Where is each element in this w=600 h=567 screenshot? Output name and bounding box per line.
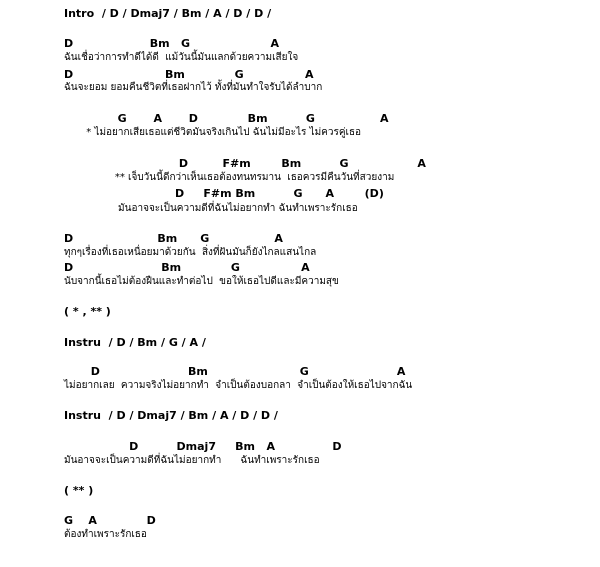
- intro-line: Intro / D / Dmaj7 / Bm / A / D / D /: [64, 7, 272, 20]
- chord-line: G A D: [64, 514, 156, 527]
- chord-line: D Bm G A: [64, 37, 280, 50]
- lyric-line: ไม่อยากเลย ความจริงไม่อยากทำ จำเป็นต้องบอกลา จำเป็นต้องให้เธอไปจากฉัน: [64, 380, 413, 391]
- chord-line: D Bm G A: [64, 365, 406, 378]
- lyric-line: ฉันจะยอม ยอมคืนชีวิตที่เธอฝากไว้ ทั้งที่มันทำใจรับได้ลำบาก: [64, 82, 323, 93]
- chord-line: D Dmaj7 Bm A D: [64, 440, 342, 453]
- lyric-line: * ไม่อยากเสียเธอแต่ชีวิตมันจริงเกินไป ฉันไม่มีอะไร ไม่ควรคู่เธอ: [64, 127, 362, 138]
- chord-line: D Bm G A: [64, 68, 314, 81]
- repeat-marker: ( * , ** ): [64, 305, 111, 318]
- lyric-line: มันอาจจะเป็นความดีที่ฉันไม่อยากทำ ฉันทำเพราะรักเธอ: [64, 203, 358, 214]
- instru-line: Instru / D / Dmaj7 / Bm / A / D / D /: [64, 409, 278, 422]
- repeat-marker: ( ** ): [64, 484, 94, 497]
- instru-line: Instru / D / Bm / G / A /: [64, 336, 206, 349]
- lyric-line: นับจากนี้เธอไม่ต้องฝืนและทำต่อไป ขอให้เธอไปดีและมีความสุข: [64, 276, 339, 287]
- lyric-line: ** เจ็บวันนี้ดีกว่าเห็นเธอต้องทนทรมาน เธอควรมีคืนวันที่สวยงาม: [64, 172, 395, 183]
- chord-line: D F#m Bm G A: [64, 157, 426, 170]
- chord-line: D Bm G A: [64, 232, 283, 245]
- lyric-line: ทุกๆเรื่องที่เธอเหนื่อยมาด้วยกัน สิ่งที่ฝันมันก็ยังไกลแสนไกล: [64, 247, 317, 258]
- chord-line: D F#m Bm G A (D): [64, 187, 384, 200]
- lyric-line: ฉันเชื่อว่าการทำดีได้ดี แม้วันนี้มันแลกด้วยความเสียใจ: [64, 52, 299, 63]
- chord-line: D Bm G A: [64, 261, 310, 274]
- lyric-line: ต้องทำเพราะรักเธอ: [64, 529, 147, 540]
- lyric-line: มันอาจจะเป็นความดีที่ฉันไม่อยากทำ ฉันทำเพราะรักเธอ: [64, 455, 320, 466]
- chord-line: G A D Bm G A: [64, 112, 389, 125]
